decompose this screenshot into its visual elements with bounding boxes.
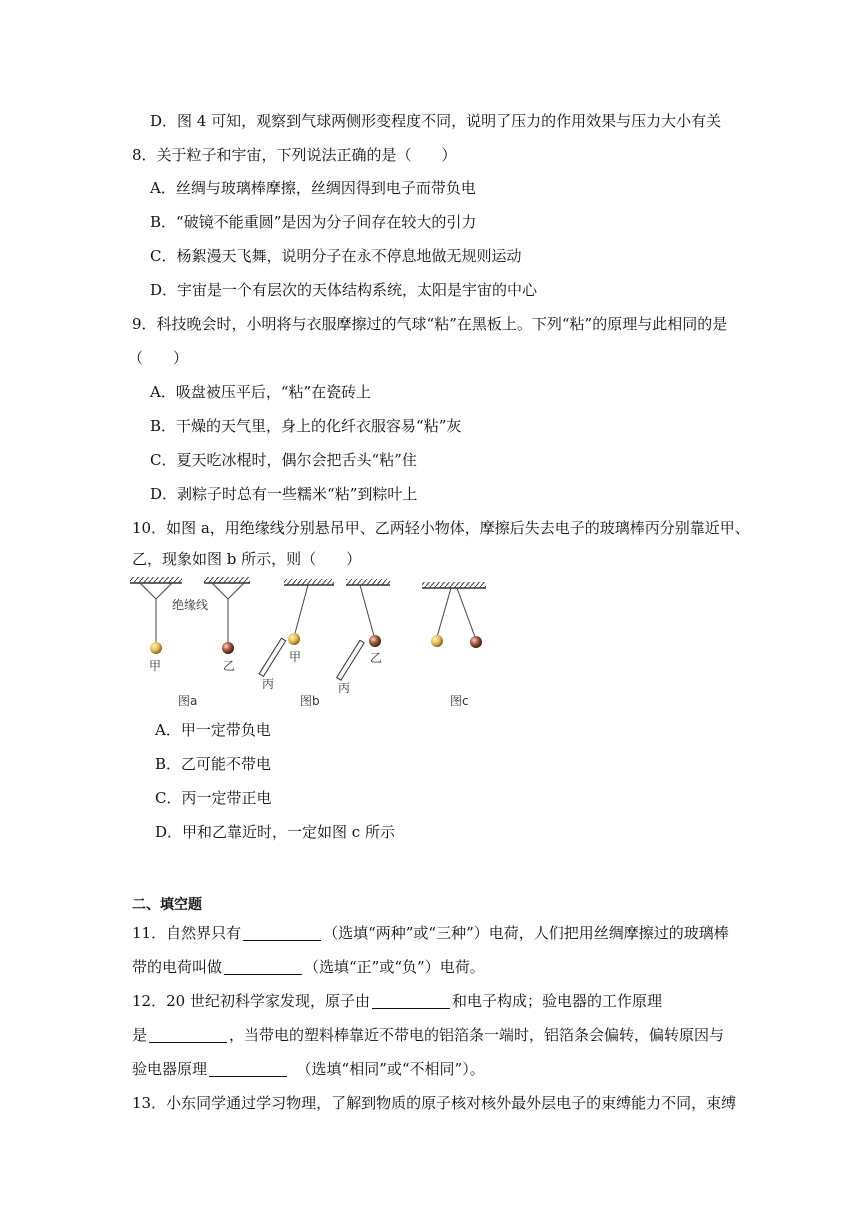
q12-text: ，当带电的塑料棒靠近不带电的铝箔条一端时，铝箔条会偏转，偏转原因与 [229,1026,725,1044]
q12-text: 12．20 世纪初科学家发现，原子由 [132,992,370,1010]
thread [228,583,244,599]
ball-yi [222,642,234,654]
thread [294,585,308,637]
q9-option-a: A．吸盘被压平后，“粘”在瓷砖上 [150,383,372,401]
thread-label: 绝缘线 [172,598,209,612]
label-jia: 甲 [289,650,302,664]
figure-c [422,582,486,708]
label-jia: 甲 [149,659,162,673]
caption-c: 图c [450,694,469,708]
q8-option-a: A．丝绸与玻璃棒摩擦，丝绸因得到电子而带负电 [150,179,476,197]
q8-option-d: D．宇宙是一个有层次的天体结构系统，太阳是宇宙的中心 [150,281,538,299]
ball-yi [470,636,482,648]
q13-line1: 13．小东同学通过学习物理，了解到物质的原子核对核外最外层电子的束缚能力不同，束缚 [132,1094,737,1112]
answer-blank[interactable] [224,958,302,975]
q12-line3 [132,1059,485,1079]
q12-line1 [132,991,662,1011]
q11-text: 11．自然界只有 [132,924,242,942]
q11-line2 [132,957,485,977]
q12-text: 是 [132,1026,148,1044]
q8-option-b: B．“破镜不能重圆”是因为分子间存在较大的引力 [150,213,477,231]
q10-stem-line2: 乙，现象如图 b 所示，则（ ） [132,550,362,568]
label-bing: 丙 [338,681,351,695]
q9-stem-line1: 9．科技晚会时，小明将与衣服摩擦过的气球“粘”在黑板上。下列“粘”的原理与此相同的是 [132,315,728,333]
answer-blank[interactable] [149,1026,227,1043]
thread [437,588,451,637]
thread [457,588,475,637]
label-yi: 乙 [223,659,236,673]
label-yi: 乙 [370,651,383,665]
q11-text: （选填“两种”或“三种”）电荷，人们把用丝绸摩擦过的玻璃棒 [323,924,729,942]
answer-blank[interactable] [209,1060,287,1077]
thread [360,585,374,636]
q9-option-b: B．干燥的天气里，身上的化纤衣服容易“粘”灰 [150,417,462,435]
glass-rod-bing [259,638,285,676]
q10-option-d: D．甲和乙靠近时，一定如图 c 所示 [155,823,395,841]
figure-b [259,579,390,708]
q10-option-c: C．丙一定带正电 [155,789,272,807]
q9-option-c: C．夏天吃冰棍时，偶尔会把舌头“粘”住 [150,451,417,469]
q10-option-b: B．乙可能不带电 [155,755,272,773]
q9-stem-line2: （ ） [128,349,189,367]
label-bing: 丙 [262,677,275,691]
q10-figure [126,574,496,716]
thread [140,583,156,642]
q11-text: （选填“正”或“负”）电荷。 [304,958,485,976]
q11-text: 带的电荷叫做 [132,958,223,976]
q8-stem: 8．关于粒子和宇宙，下列说法正确的是（ ） [132,146,457,164]
thread [212,583,228,642]
section-title: 二、填空题 [132,897,202,913]
caption-a: 图a [178,694,198,708]
caption-b: 图b [300,694,320,708]
q10-option-a: A．甲一定带负电 [155,721,271,739]
ceiling-hatch [346,579,390,585]
ceiling-hatch [422,582,486,588]
q12-line2 [132,1025,724,1045]
q8-option-c: C．杨絮漫天飞舞，说明分子在永不停息地做无规则运动 [150,247,522,265]
q9-option-d: D．剥粽子时总有一些糯米“粘”到粽叶上 [150,485,418,503]
answer-blank[interactable] [372,992,450,1009]
q12-text: 和电子构成；验电器的工作原理 [451,992,662,1010]
q7-option-d: D．图 4 可知，观察到气球两侧形变程度不同，说明了压力的作用效果与压力大小有关 [150,112,722,130]
ball-jia [150,642,162,654]
ball-jia [288,633,300,645]
ceiling-hatch [130,577,182,583]
q12-text: （选填“相同”或“不相同”）。 [304,1060,485,1078]
ceiling-hatch [204,577,250,583]
glass-rod-bing [337,640,365,680]
q11-line1 [132,923,729,943]
figure-a [130,577,250,708]
q12-text: 验电器原理 [132,1060,208,1078]
ball-jia [431,635,443,647]
ceiling-hatch [284,579,334,585]
q10-stem-line1: 10．如图 a，用绝缘线分别悬吊甲、乙两轻小物体，摩擦后失去电子的玻璃棒丙分别靠近甲、 [132,519,750,537]
answer-blank[interactable] [243,924,321,941]
ball-yi [369,635,381,647]
thread [156,583,172,599]
